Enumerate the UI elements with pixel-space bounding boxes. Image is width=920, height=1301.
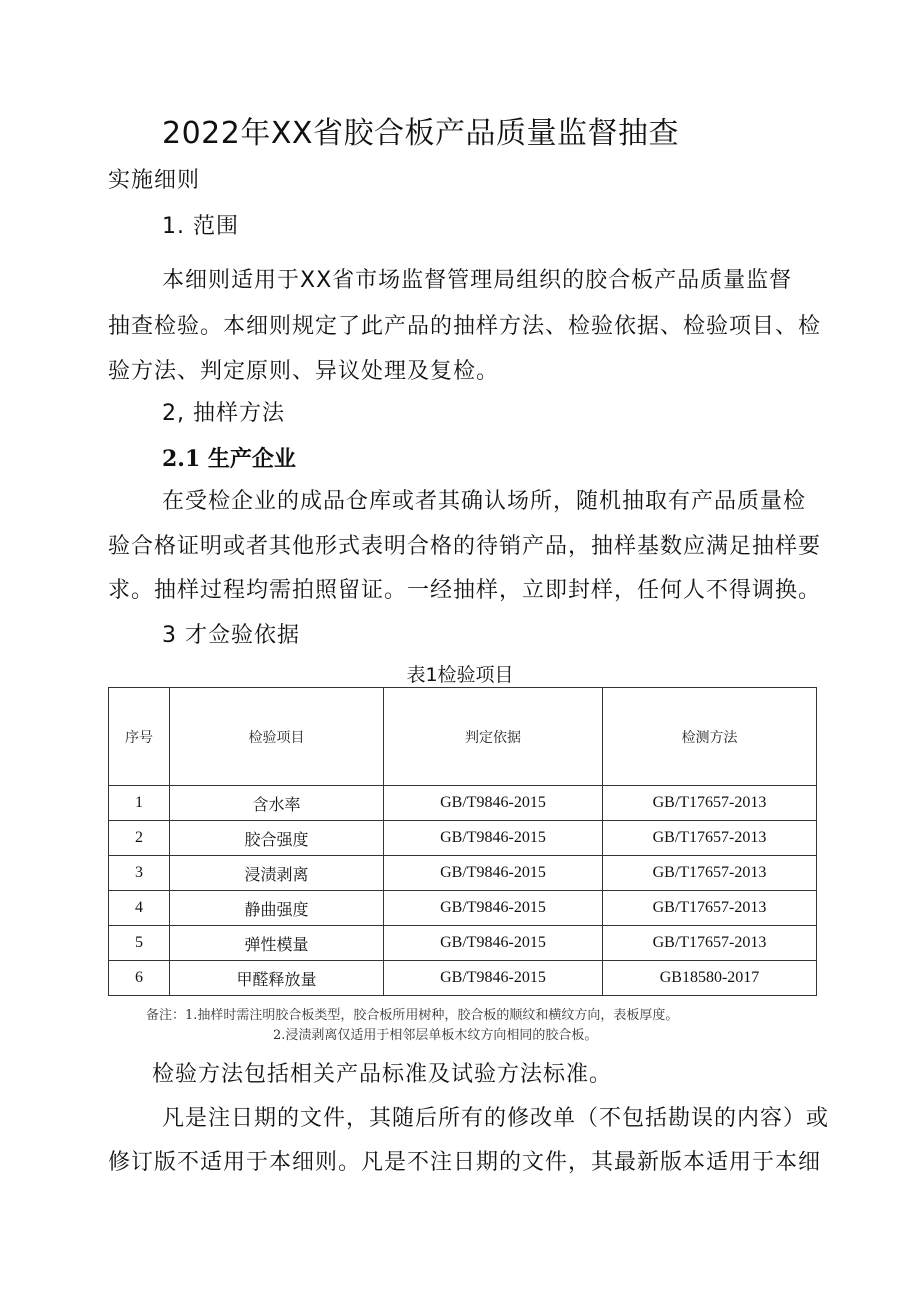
section-3-heading: 3 才佥验依据: [162, 623, 300, 648]
inspection-items-table: [108, 687, 817, 996]
row-index: 5: [109, 926, 170, 961]
row-index: 6: [109, 961, 170, 996]
section-2-heading: 2, 抽样方法: [162, 401, 285, 426]
table-header-row: [109, 688, 817, 786]
table-row: [109, 961, 817, 996]
header-cell-basis: 判定依据: [384, 688, 603, 786]
table-row: [109, 891, 817, 926]
table-caption: 表1检验项目: [406, 664, 514, 686]
header-cell-item: 检验项目: [170, 688, 384, 786]
row-basis: GB/T9846-2015: [384, 821, 603, 856]
table-row: [109, 926, 817, 961]
row-index: 3: [109, 856, 170, 891]
row-index: 4: [109, 891, 170, 926]
table-row: [109, 786, 817, 821]
row-item: 静曲强度: [170, 891, 384, 926]
section-1-line-3: 验方法、判定原则、异议处理及复检。: [108, 359, 500, 384]
section-1-line-2: 抽查检验。本细则规定了此产品的抽样方法、检验依据、检验项目、检: [108, 314, 822, 339]
header-cell-method: 检测方法: [603, 688, 817, 786]
table-note-1: 备注：1.抽样时需注明胶合板类型，胶合板所用树种，胶合板的顺纹和横纹方向，表板厚度。: [146, 1008, 679, 1023]
row-item: 浸渍剥离: [170, 856, 384, 891]
section-2-line-2: 验合格证明或者其他形式表明合格的待销产品，抽样基数应满足抽样要: [108, 534, 822, 559]
row-item: 甲醛释放量: [170, 961, 384, 996]
after-table-line-1: 检验方法包括相关产品标准及试验方法标准。: [152, 1062, 613, 1087]
section-2-line-1: 在受检企业的成品仓库或者其确认场所，随机抽取有产品质量检: [162, 489, 807, 514]
document-title: 2022年XX省胶合板产品质量监督抽查: [162, 116, 679, 151]
row-method: GB/T17657-2013: [603, 856, 817, 891]
row-method: GB/T17657-2013: [603, 891, 817, 926]
table-row: [109, 856, 817, 891]
row-method: GB/T17657-2013: [603, 786, 817, 821]
row-index: 1: [109, 786, 170, 821]
row-basis: GB/T9846-2015: [384, 786, 603, 821]
section-2-line-3: 求。抽样过程均需拍照留证。一经抽样，立即封样，任何人不得调换。: [108, 578, 822, 603]
row-basis: GB/T9846-2015: [384, 891, 603, 926]
section-1-heading: 1. 范围: [162, 214, 239, 239]
row-method: GB/T17657-2013: [603, 926, 817, 961]
section-2-1-heading: 2.1 生产企业: [162, 446, 296, 472]
row-basis: GB/T9846-2015: [384, 926, 603, 961]
after-table-line-3: 修订版不适用于本细则。凡是不注日期的文件，其最新版本适用于本细: [108, 1150, 822, 1175]
table-note-2: 2.浸渍剥离仅适用于相邻层单板木纹方向相同的胶合板。: [273, 1028, 598, 1043]
row-item: 含水率: [170, 786, 384, 821]
row-basis: GB/T9846-2015: [384, 961, 603, 996]
document-subtitle: 实施细则: [108, 168, 201, 193]
row-method: GB/T17657-2013: [603, 821, 817, 856]
row-basis: GB/T9846-2015: [384, 856, 603, 891]
section-1-line-1: 本细则适用于XX省市场监督管理局组织的胶合板产品质量监督: [162, 268, 793, 293]
row-item: 胶合强度: [170, 821, 384, 856]
row-method: GB18580-2017: [603, 961, 817, 996]
header-cell-index: 序号: [109, 688, 170, 786]
after-table-line-2: 凡是注日期的文件，其随后所有的修改单（不包括勘误的内容）或: [162, 1106, 830, 1131]
row-item: 弹性模量: [170, 926, 384, 961]
table-row: [109, 821, 817, 856]
row-index: 2: [109, 821, 170, 856]
